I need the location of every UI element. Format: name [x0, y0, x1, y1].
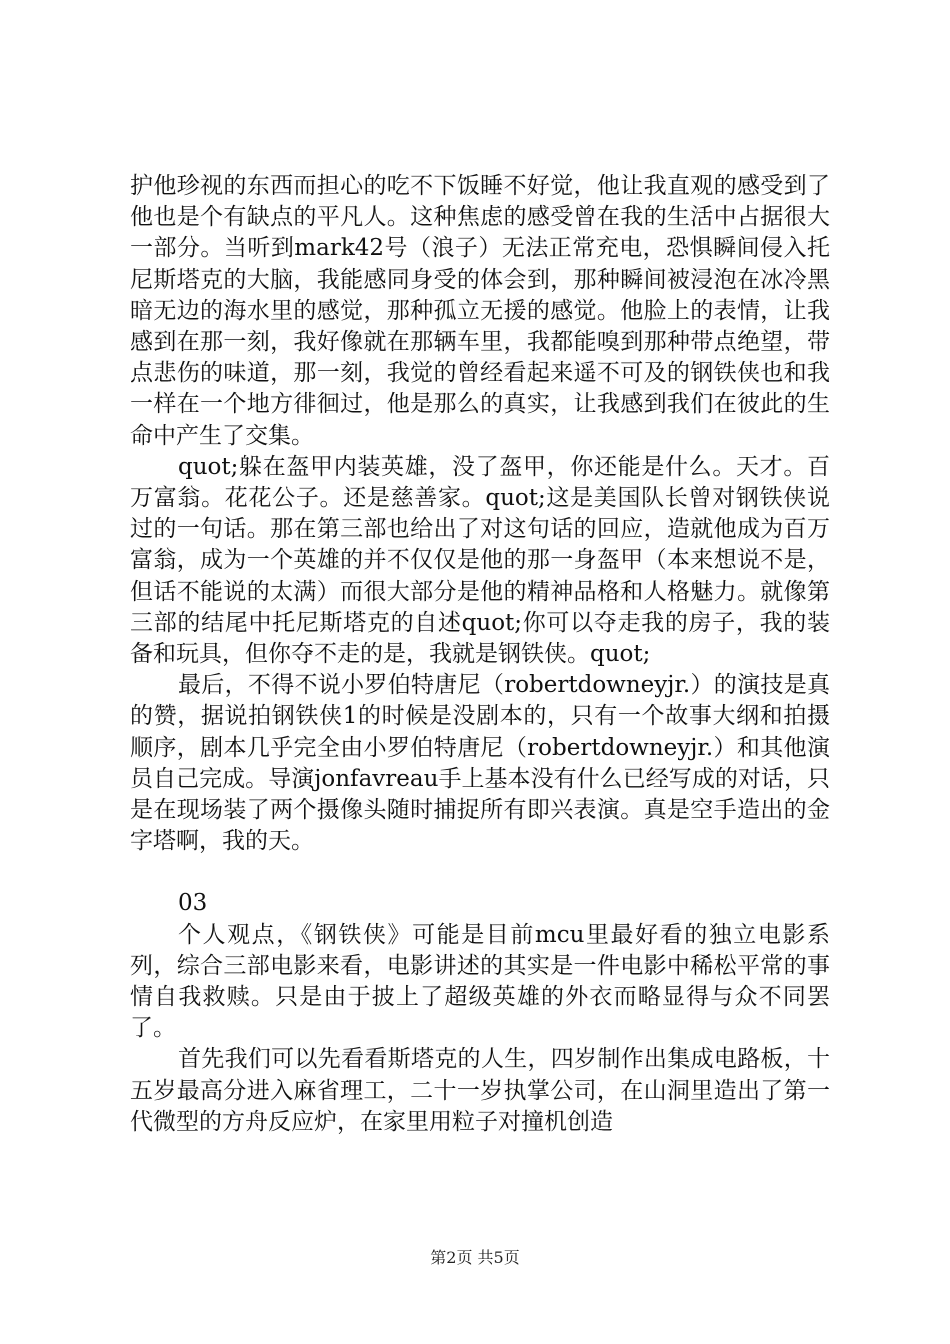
paragraph-robert-downey-jr: 最后，不得不说小罗伯特唐尼（robertdowneyjr.）的演技是真的赞，据说拍钢铁侠1的时候是没剧本的，只有一个故事大纲和拍摄顺序，剧本几乎完全由小罗伯特唐尼（robertdowneyjr.）和其他演员自己完成。导演jonfavreau手上基本没有什么已经写成的对话，只是在现场装了两个摄像头随时捕捉所有即兴表演。真是空手造出的金字塔啊，我的天。 [130, 672, 830, 855]
paragraph-personal-view: 个人观点，《钢铁侠》可能是目前mcu里最好看的独立电影系列，综合三部电影来看，电影讲述的其实是一件电影中稀松平常的事情自我救赎。只是由于披上了超级英雄的外衣而略显得与众不同罢了。 [130, 921, 830, 1042]
paragraph-stark-life: 首先我们可以先看看斯塔克的人生，四岁制作出集成电路板，十五岁最高分进入麻省理工，二十一岁执掌公司，在山洞里造出了第一代微型的方舟反应炉，在家里用粒子对撞机创造 [130, 1046, 830, 1135]
page-number-footer: 第2页 共5页 [430, 1248, 520, 1267]
section-heading-03: 03 [178, 890, 208, 917]
paragraph-continued: 护他珍视的东西而担心的吃不下饭睡不好觉，他让我直观的感受到了他也是个有缺点的平凡人。这种焦虑的感受曾在我的生活中占据很大一部分。当听到mark42号（浪子）无法正常充电，恐惧瞬间侵入托尼斯塔克的大脑，我能感同身受的体会到，那种瞬间被浸泡在冰冷黑暗无边的海水里的感觉，那种孤立无援的感觉。他脸上的表情，让我感到在那一刻，我好像就在那辆车里，我都能嗅到那种带点绝望，带点悲伤的味道，那一刻，我觉的曾经看起来遥不可及的钢铁侠也和我一样在一个地方徘徊过，他是那么的真实，让我感到我们在彼此的生命中产生了交集。 [130, 173, 830, 449]
paragraph-captain-america-quote: quot;躲在盔甲内装英雄，没了盔甲，你还能是什么。天才。百万富翁。花花公子。还是慈善家。quot;这是美国队长曾对钢铁侠说过的一句话。那在第三部也给出了对这句话的回应，造就他成为百万富翁，成为一个英雄的并不仅仅是他的那一身盔甲（本来想说不是，但话不能说的太满）而很大部分是他的精神品格和人格魅力。就像第三部的结尾中托尼斯塔克的自述quot;你可以夺走我的房子，我的装备和玩具，但你夺不走的是，我就是钢铁侠。quot; [130, 453, 830, 668]
document-body [130, 171, 830, 1138]
